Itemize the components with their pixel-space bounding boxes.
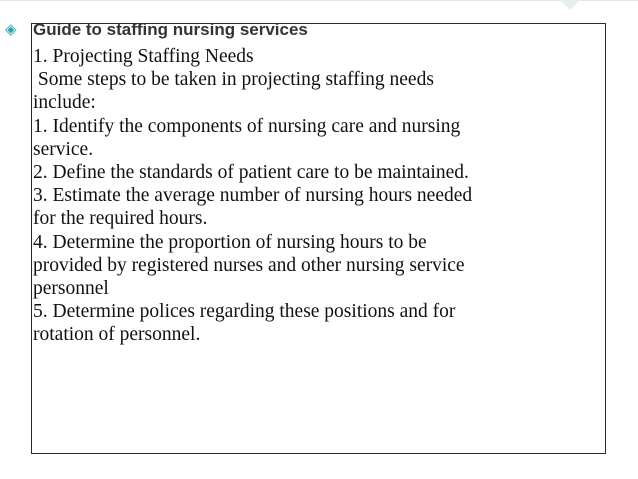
body-line: 5. Determine polices regarding these positions and for	[33, 301, 456, 323]
slide-body	[33, 45, 603, 347]
body-line: 2. Define the standards of patient care to be maintained.	[33, 162, 469, 184]
top-border-line	[0, 0, 638, 1]
body-line: for the required hours.	[33, 208, 208, 230]
body-line: Some steps to be taken in projecting staffing needs	[33, 69, 434, 91]
body-line: 4. Determine the proportion of nursing hours to be	[33, 231, 427, 253]
diamond-bullet-icon: ◈	[5, 20, 17, 38]
body-line: 1. Identify the components of nursing care and nursing	[33, 115, 461, 137]
body-line: include:	[33, 92, 96, 114]
body-line: provided by registered nurses and other nursing service	[33, 254, 465, 276]
body-line: 3. Estimate the average number of nursing hours needed	[33, 185, 473, 207]
body-line: personnel	[33, 278, 109, 300]
body-line: rotation of personnel.	[33, 324, 201, 346]
body-line: 1. Projecting Staffing Needs	[33, 46, 254, 67]
slide-heading: Guide to staffing nursing services	[33, 20, 308, 39]
body-line: service.	[33, 138, 94, 160]
corner-decoration	[560, 0, 580, 10]
